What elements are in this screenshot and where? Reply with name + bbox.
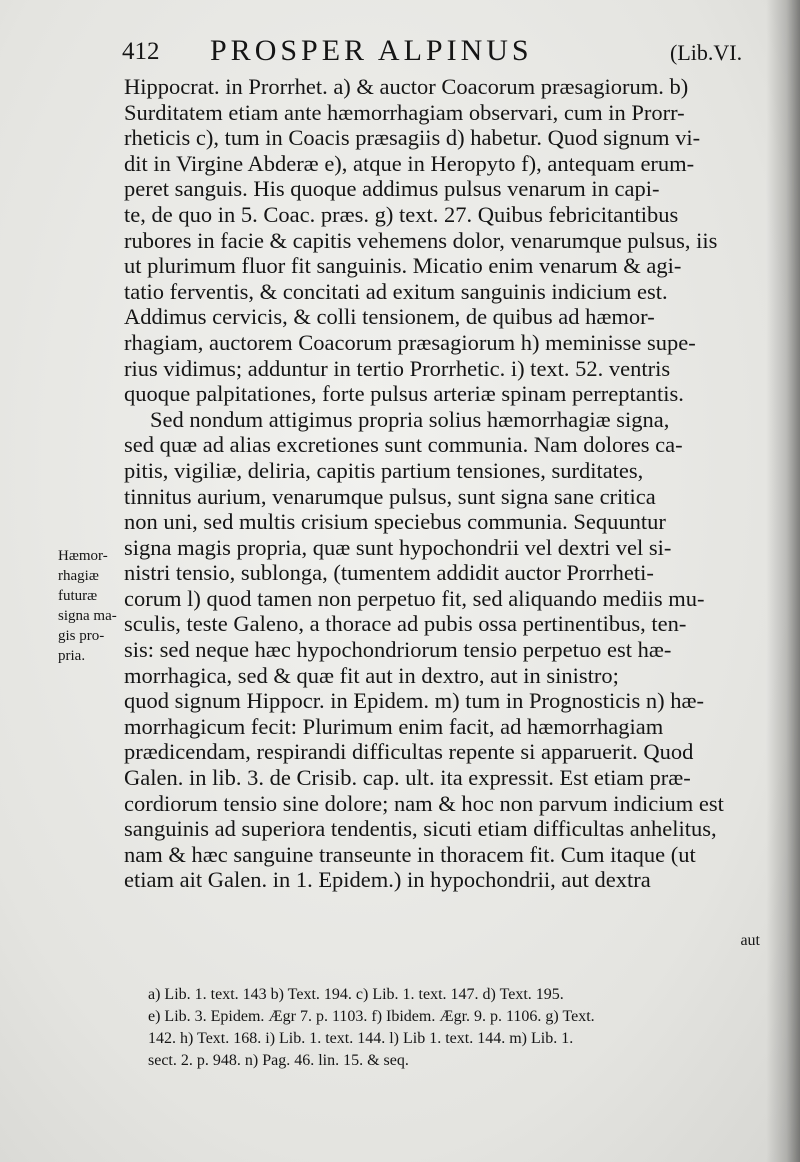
- margin-note-line: futuræ: [58, 588, 98, 604]
- text-line: nistri tensio, sublonga, (tumentem addidit auctor Prorrheti-: [124, 560, 654, 586]
- page-edge-shadow: [766, 0, 800, 1162]
- text-line: sed quæ ad alias excretiones sunt communia. Nam dolores ca-: [124, 432, 683, 458]
- text-line: sis: sed neque hæc hypochondriorum tensio perpetuo est hæ-: [124, 637, 672, 663]
- catchword: aut: [740, 932, 760, 949]
- text-line: sculis, teste Galeno, a thorace ad pubis ossa pertinentibus, ten-: [124, 611, 687, 637]
- text-line: Surditatem etiam ante hæmorrhagiam observari, cum in Prorr-: [124, 99, 685, 125]
- running-title: PROSPER ALPINUS: [210, 34, 533, 67]
- margin-note-line: gis pro-: [58, 628, 105, 644]
- text-line: Sed nondum attigimus propria solius hæmorrhagiæ signa,: [150, 406, 670, 432]
- text-line: Addimus cervicis, & colli tensionem, de quibus ad hæmor-: [124, 304, 655, 330]
- footnote-line: 142. h) Text. 168. i) Lib. 1. text. 144. l) Lib 1. text. 144. m) Lib. 1.: [148, 1030, 574, 1047]
- footnote-line: sect. 2. p. 948. n) Pag. 46. lin. 15. & seq.: [148, 1052, 409, 1069]
- margin-note: [58, 546, 128, 666]
- text-line: signa magis propria, quæ sunt hypochondrii vel dextri vel si-: [124, 534, 672, 560]
- text-line: rius vidimus; adduntur in tertio Prorrhetic. i) text. 52. ventris: [124, 355, 671, 381]
- margin-note-line: Hæmor-: [58, 548, 108, 564]
- text-line: pitis, vigiliæ, deliria, capitis partium tensiones, surditates,: [124, 457, 644, 483]
- text-line: quod signum Hippocr. in Epidem. m) tum in Prognosticis n) hæ-: [124, 688, 704, 714]
- margin-note-line: pria.: [58, 648, 86, 664]
- text-line: morrhagica, sed & quæ fit aut in dextro, aut in sinistro;: [124, 662, 619, 688]
- margin-note-line: signa ma-: [58, 608, 117, 624]
- page-number: 412: [122, 38, 160, 65]
- text-line: tinnitus aurium, venarumque pulsus, sunt signa sane critica: [124, 483, 656, 509]
- page-header: [122, 34, 762, 74]
- text-line: sanguinis ad superiora tendentis, sicuti etiam difficultas anhelitus,: [124, 816, 717, 842]
- text-line: rubores in facie & capitis vehemens dolor, venarumque pulsus, iis: [124, 227, 718, 253]
- footnotes: [148, 984, 768, 1072]
- text-line: prædicendam, respirandi difficultas repente si apparuerit. Quod: [124, 739, 694, 765]
- text-line: cordiorum tensio sine dolore; nam & hoc non parvum indicium est: [124, 790, 724, 816]
- text-line: rheticis c), tum in Coacis præsagiis d) habetur. Quod signum vi-: [124, 125, 701, 151]
- margin-note-line: rhagiæ: [58, 568, 99, 584]
- text-line: etiam ait Galen. in 1. Epidem.) in hypochondrii, aut dextra: [124, 867, 651, 893]
- text-line: peret sanguis. His quoque addimus pulsus venarum in capi-: [124, 176, 660, 202]
- footnote-line: a) Lib. 1. text. 143 b) Text. 194. c) Lib. 1. text. 147. d) Text. 195.: [148, 986, 564, 1003]
- text-line: Galen. in lib. 3. de Crisib. cap. ult. ita expressit. Est etiam præ-: [124, 765, 691, 791]
- text-line: ut plurimum fluor fit sanguinis. Micatio enim venarum & agi-: [124, 253, 682, 279]
- text-line: te, de quo in 5. Coac. præs. g) text. 27. Quibus febricitantibus: [124, 201, 679, 227]
- text-line: tatio ferventis, & concitati ad exitum sanguinis indicium est.: [124, 278, 668, 304]
- text-line: Hippocrat. in Prorrhet. a) & auctor Coacorum præsagiorum. b): [124, 74, 689, 99]
- body-text: [124, 74, 760, 893]
- text-line: nam & hæc sanguine transeunte in thoracem fit. Cum itaque (ut: [124, 841, 696, 867]
- text-line: corum l) quod tamen non perpetuo fit, sed aliquando mediis mu-: [124, 585, 705, 611]
- text-line: dit in Virgine Abderæ e), atque in Heropyto f), antequam erum-: [124, 150, 695, 176]
- book-reference: (Lib.VI.: [670, 40, 743, 65]
- text-line: non uni, sed multis crisium speciebus communia. Sequuntur: [124, 509, 666, 535]
- text-line: quoque palpitationes, forte pulsus arteriæ spinam perreptantis.: [124, 381, 684, 407]
- footnote-line: e) Lib. 3. Epidem. Ægr 7. p. 1103. f) Ibidem. Ægr. 9. p. 1106. g) Text.: [148, 1008, 595, 1025]
- text-line: rhagiam, auctorem Coacorum præsagiorum h) meminisse supe-: [124, 329, 696, 355]
- text-line: morrhagicum fecit: Plurimum enim facit, ad hæmorrhagiam: [124, 713, 664, 739]
